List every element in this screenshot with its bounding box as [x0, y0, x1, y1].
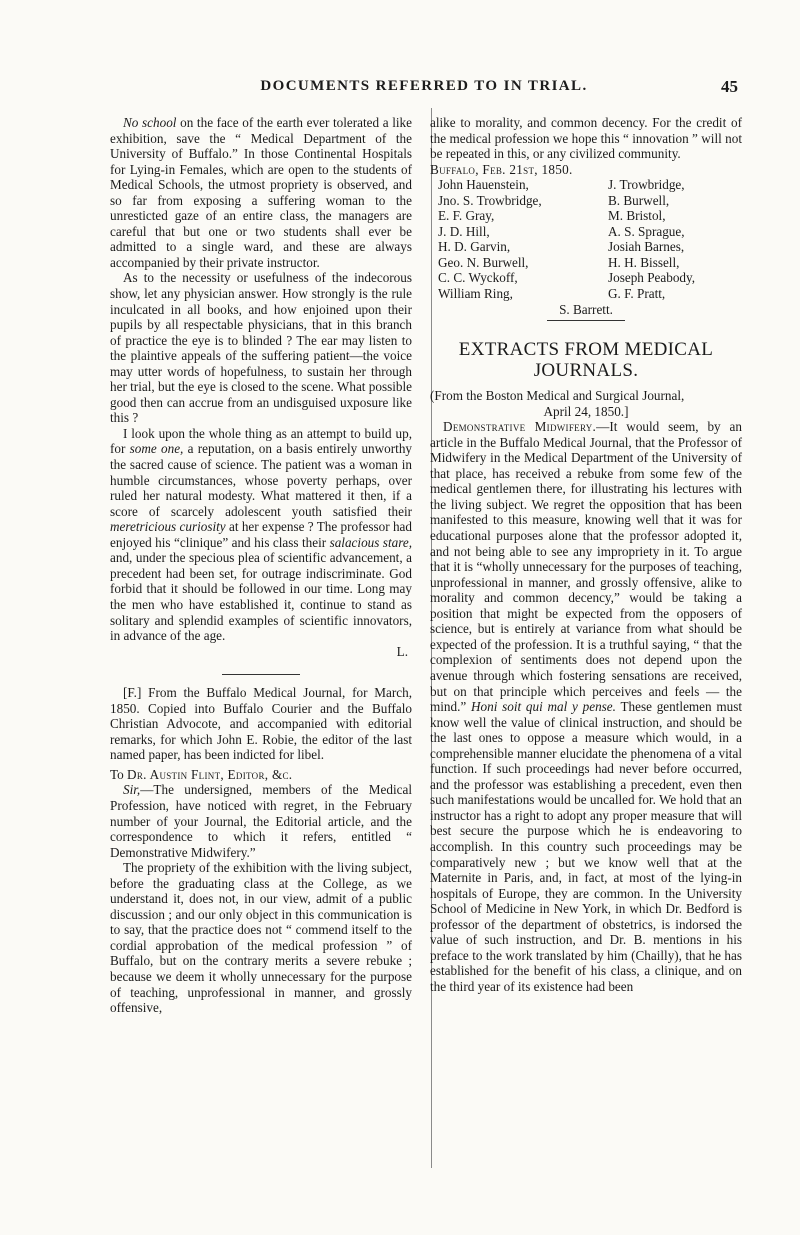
- signer: H. D. Garvin,: [438, 239, 511, 255]
- signer: Joseph Peabody,: [608, 270, 696, 286]
- paragraph: [F.] From the Buffalo Medical Journal, for March, 1850. Copied into Buffalo Courier and the Buffalo Christian Advocote, and accompanied with editorial remarks, for which John E. Robie, the editor of the last named paper, has been indicted for libel.: [110, 685, 412, 763]
- signer: John Hauenstein,: [438, 177, 529, 193]
- signature: L.: [396, 643, 408, 659]
- signer: C. C. Wyckoff,: [438, 270, 518, 286]
- paragraph: alike to morality, and common decency. For the credit of the medical profession we hope this “ innovation ” will not be repeated in this, or any civilized community.: [430, 115, 742, 162]
- source-line: April 24, 1850.]: [543, 403, 629, 419]
- paragraph: [110, 782, 412, 860]
- paragraph-text: at her expense ? The professor had enjoyed his “clinique” and his class their: [110, 519, 413, 550]
- signer: Jno. S. Trowbridge,: [438, 192, 542, 208]
- signer: B. Burwell,: [608, 192, 670, 208]
- source-citation: [430, 388, 742, 419]
- paragraph-text: a reputation, on a basis entirely unworthy the sacred cause of science. The patient was a woman in humble circumstances, whose poverty perhaps, over ruled her natural modesty. What mattered it then, if a score of scarcely adolescent youth satisfied their: [110, 441, 413, 519]
- page-number: 45: [721, 77, 738, 96]
- signer: E. F. Gray,: [438, 208, 495, 224]
- addressee: Dr. Austin Flint, Editor, &c.: [127, 766, 293, 782]
- signer: H. H. Bissell,: [608, 254, 680, 270]
- italic-text: salacious stare,: [329, 534, 412, 550]
- page-header: [110, 78, 738, 100]
- paragraph-text: These gentlemen must know well the value of clinical instruction, and should be the last ones to oppose a measure which would, in a comprehensible manner elucidate the phenomena of a vital function. If such proceedings had never before occurred, and the professor was establishing a precedent, even then such manifestations would be uncalled for. We hold that an instructor has a right to adopt any proper measure that will best secure the purpose which he is endeavoring to accomplish. In this country such proceedings may be comparatively new ; but we know well that at the Maternite in Paris, and, in fact, at most of the lying-in hospitals of Europe, they are common. In the University School of Medicine in New York, in which Dr. Bedford is professor of the department of obstetrics, is indorsed the value of such instruction, and Dr. B. mentions in his preface to the work translated by him (Chailly), that he has established for the benefit of his class, a clinique, and on the third year of its existence had been: [430, 699, 743, 994]
- section-rule: [547, 320, 625, 321]
- paragraph: The propriety of the exhibition with the living subject, before the graduating class at the College, as we understand it, does not, in our view, admit of a public discussion ; and our only object in this communication is to say, that the practice does not “ commend itself to the cordial approbation of the medical profession ” of Buffalo, but on the contrary merits a severe rebuke ; because we deem it wholly unnecessary for the purpose of teaching, unprofessional in manner, and grossly offensive,: [110, 860, 412, 1016]
- paragraph-text: —The undersigned, members of the Medical Profession, have noticed with regret, in the February number of your Journal, the Editorial article, and the correspondence to which it refers, entitled “ Demonstrative Midwifery.”: [110, 782, 412, 860]
- dateline: Buffalo, Feb. 21st, 1850.: [430, 161, 573, 177]
- italic-text: meretricious curiosity: [110, 519, 226, 535]
- address-to: To: [110, 766, 124, 782]
- paragraph: [110, 426, 412, 644]
- section-title: EXTRACTS FROM MEDICAL JOURNALS.: [458, 339, 714, 382]
- signer: G. F. Pratt,: [608, 286, 666, 302]
- italic-lead: Sir,: [123, 782, 141, 798]
- italic-text: Honi soit qui mal y pense.: [471, 699, 616, 715]
- signer: J. Trowbridge,: [608, 177, 685, 193]
- signer-list: [438, 177, 742, 301]
- right-column: [430, 115, 742, 994]
- paragraph: [430, 419, 742, 994]
- signer: Geo. N. Burwell,: [438, 254, 529, 270]
- paragraph-text: on the face of the earth ever tolerated a like exhibition, save the “ Medical Department of the University of Buffalo.” In those Continental Hospitals for Lying-in Females, which are open to the students of Medical Schools, the utmost propriety is observed, and so far from exposing a suffering woman to the unresticted gaze of an entire class, the managers are careful that but one or two students shall ever be admitted to a single ward, and these are always accompanied by their private instructor.: [110, 115, 413, 270]
- italic-text: some one,: [129, 441, 184, 457]
- last-signer: S. Barrett.: [559, 301, 613, 317]
- address-line: [110, 767, 412, 783]
- paragraph-text: I look upon the whole thing as an attempt to build up, for: [110, 425, 412, 457]
- italic-lead: No school: [123, 115, 177, 130]
- left-column: [110, 115, 412, 1016]
- signer: A. S. Sprague,: [608, 223, 685, 239]
- paragraph: [110, 115, 412, 270]
- signer: M. Bristol,: [608, 208, 666, 224]
- section-rule: [222, 674, 300, 675]
- running-title: DOCUMENTS REFERRED TO IN TRIAL.: [260, 78, 588, 94]
- signer: J. D. Hill,: [438, 223, 490, 239]
- signer: William Ring,: [438, 286, 513, 302]
- source-line: (From the Boston Medical and Surgical Journal,: [430, 388, 685, 404]
- paragraph: As to the necessity or usefulness of the indecorous show, let any physician answer. How strongly is the rule inculcated in all books, and how enjoined upon their pupils by all respectable physicians, that in this branch of practice the eye is to blinded ? The ear may listen to the plaintive appeals of the suffering patient—the voice may utter words of hopefulness, to sustain her through her trial, but the eye is closed to the scene. What possible good then can accrue from an undisguised uxposure like this ?: [110, 270, 412, 426]
- paragraph-text: and, under the specious plea of scientific advancement, a precedent had been set, for outrage indiscriminate. God forbid that it should be followed in our time. Long may the men who have established it, continue to stand as solitary and splendid examples of scientific innovators, in advance of the age.: [110, 550, 412, 644]
- paragraph-text: —It would seem, by an article in the Buffalo Medical Journal, that the Professor of Midwifery in the Medical Department of the University of that place, has received a rebuke from some few of the medical gentlemen there, for illustrating his lectures with the living subject. We regret the opposition that has been manifested to this measure, knowing well that it was for educational purposes alone that the professor adopted it, and not being able to see any impropriety in it. To argue that it is “wholly unnecessary for the purposes of teaching, unprofessional in manner, and grossly offensive, alike to morality and common decency,” would be taking a position that might be expected from the opposers of science, but is entirely at variance from what should be expected of the profession. It is a truthful saying, “ that the complexion of sentiments does not depend upon the avenue through which fostering sensations are received, but on that principle which perceives and feels — the mind.”: [430, 419, 742, 715]
- signer: Josiah Barnes,: [608, 239, 685, 255]
- article-lead: Demonstrative Midwifery.: [443, 419, 597, 435]
